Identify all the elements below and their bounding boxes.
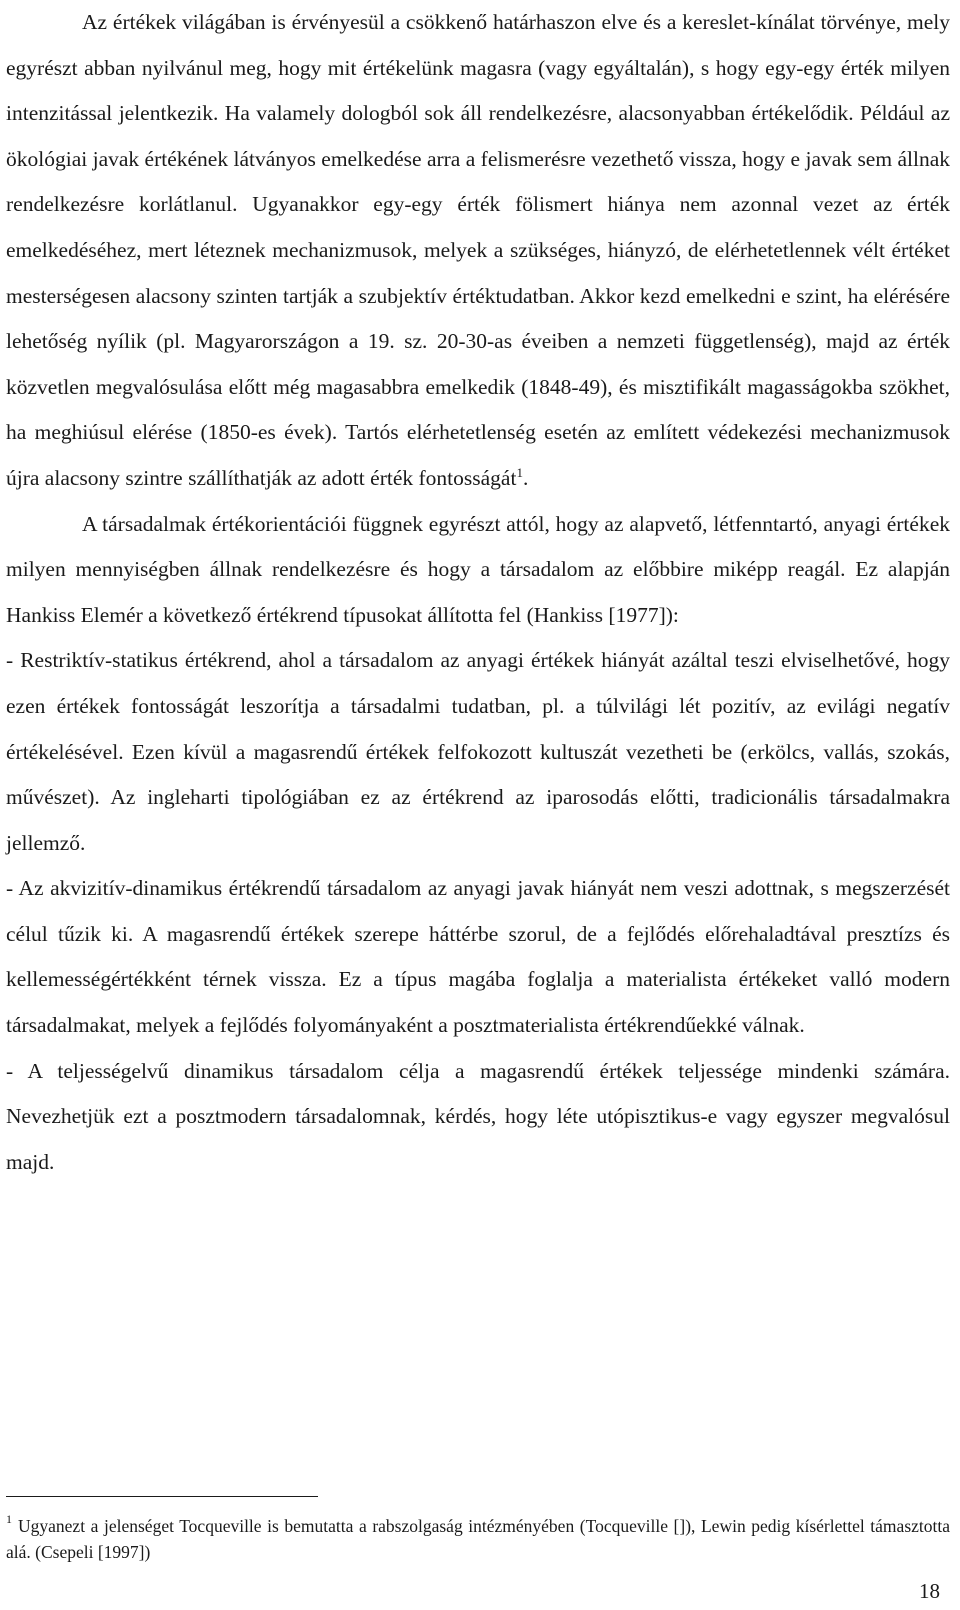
page-content (6, 0, 950, 1185)
footnote (6, 1513, 950, 1565)
list-item-holistic-dynamic: - A teljességelvű dinamikus társadalom célja a magasrendű értékek teljessége mindenki számára. Nevezhetjük ezt a posztmodern társadalomnak, kérdés, hogy léte utópisztikus-e vagy egyszer megvalósul majd. (6, 1058, 950, 1174)
footnote-reference[interactable]: 1 (516, 464, 523, 480)
paragraph-values-marginal-utility: Az értékek világában is érvényesül a csökkenő határhaszon elve és a kereslet-kínálat törvénye, mely egyrészt abban nyilvánul meg, hogy mit értékelünk magasra (vagy egyáltalán), s hogy egy-egy érték milyen intenzitással jelentkezik. Ha valamely dologból sok áll rendelkezésre, alacsonyabban értékelődik. Például az ökológiai javak értékének látványos emelkedése arra a felismerésre vezethető vissza, hogy e javak sem állnak rendelkezésre korlátlanul. Ugyanakkor egy-egy érték fölismert hiánya nem azonnal vezet az érték emelkedéséhez, mert léteznek mechanizmusok, melyek a szükséges, hiányzó, de elérhetetlennek vélt értéket mesterségesen alacsony szinten tartják a szubjektív értéktudatban. Akkor kezd emelkedni e szint, ha elérésére lehetőség nyílik (pl. Magyarországon a 19. sz. 20-30-as éveiben a nemzeti függetlenség), majd az érték közvetlen megvalósulása előtt még magasabbra emelkedik (1848-49), és misztifikált magasságokba szökhet, ha meghiúsul elérése (1850-es évek). Tartós elérhetetlenség esetén az említett védekezési mechanizmusok újra alacsony szintre szállíthatják az adott érték fontosságát$^1$. (6, 10, 950, 490)
footnote-number: 1 (6, 1512, 12, 1526)
paragraph-text: Az értékek világában is érvényesül a csökkenő határhaszon elve és a kereslet-kínálat törvénye, mely egyrészt abban nyilvánul meg, hogy mit értékelünk magasra (vagy egyáltalán), s hogy egy-egy érték milyen intenzitással jelentkezik. Ha valamely dologból sok áll rendelkezésre, alacsonyabban értékelődik. Például az ökológiai javak értékének látványos emelkedése arra a felismerésre vezethető vissza, hogy e javak sem állnak rendelkezésre korlátlanul. Ugyanakkor egy-egy érték fölismert hiánya nem azonnal vezet az érték emelkedéséhez, mert léteznek mechanizmusok, melyek a szükséges, hiányzó, de elérhetetlennek vélt értéket mesterségesen alacsony szinten tartják a szubjektív értéktudatban. Akkor kezd emelkedni e szint, ha elérésére lehetőség nyílik (pl. Magyarországon a 19. sz. 20-30-as éveiben a nemzeti függetlenség), majd az érték közvetlen megvalósulása előtt még magasabbra emelkedik (1848-49), és misztifikált magasságokba szökhet, ha meghiúsul elérése (1850-es évek). Tartós elérhetetlenség esetén az említett védekezési mechanizmusok újra alacsony szintre szállíthatják az adott érték fontosságát (6, 10, 950, 490)
paragraph-value-orientations: A társadalmak értékorientációi függnek egyrészt attól, hogy az alapvető, létfenntartó, anyagi értékek milyen mennyiségben állnak rendelkezésre és hogy a társadalom az előbbire miképp reagál. Ez alapján Hankiss Elemér a következő értékrend típusokat állította fel (Hankiss [1977]): (6, 511, 950, 627)
footnote-divider (6, 1496, 318, 1497)
list-item-acquisitive-dynamic: - Az akvizitív-dinamikus értékrendű társadalom az anyagi javak hiányát nem veszi adottnak, s megszerzését célul tűzik ki. A magasrendű értékek szerepe háttérbe szorul, de a fejlődés előrehaladtával presztízs és kellemességértékként térnek vissza. Ez a típus magába foglalja a materialista értékeket valló modern társadalmakat, melyek a fejlődés folyományaként a posztmaterialista értékrendűekké válnak. (6, 876, 950, 1038)
footnote-text: Ugyanezt a jelenséget Tocqueville is bemutatta a rabszolgaság intézményében (Tocqueville []), Lewin pedig kísérlettel támasztotta alá. (Csepeli [1997]) (6, 1516, 950, 1562)
body-text (6, 0, 950, 1185)
list-item-restrictive-static: - Restriktív-statikus értékrend, ahol a társadalom az anyagi értékek hiányát azáltal teszi elviselhetővé, hogy ezen értékek fontosságát leszorítja a társadalmi tudatban, pl. a túlvilági lét pozitív, az evilági negatív értékelésével. Ezen kívül a magasrendű értékek felfokozott kultuszát vezetheti be (erkölcs, vallás, szokás, művészet). Az ingleharti tipológiában ez az értékrend az iparosodás előtti, tradicionális társadalmakra jellemző. (6, 648, 950, 855)
page-number: 18 (919, 1579, 940, 1603)
